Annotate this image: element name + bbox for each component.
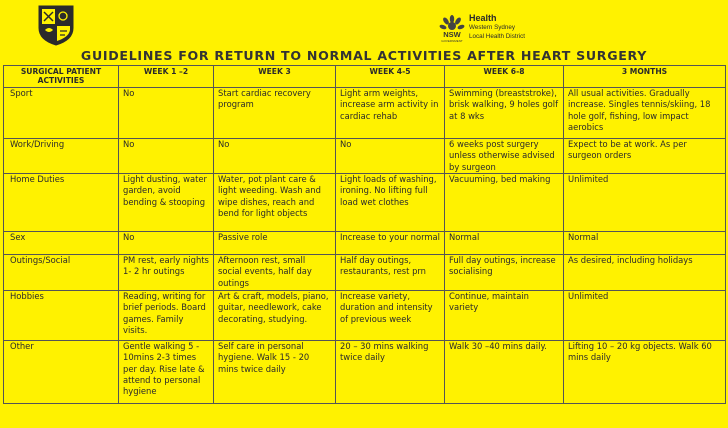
guideline-cell: Self care in personal hygiene. Walk 15 - 20 mins twice daily [214,341,336,404]
guideline-cell: No [214,139,336,174]
guideline-cell: Start cardiac recovery program [214,88,336,139]
guideline-cell: 6 weeks post surgery unless otherwise advised by surgeon [445,139,564,174]
guideline-cell: Afternoon rest, small social events, half day outings [214,255,336,291]
guideline-cell: Reading, writing for brief periods. Board games. Family visits. [119,291,214,341]
guideline-cell: Unlimited [564,291,726,341]
guideline-cell: Light loads of washing, ironing. No lifting full load wet clothes [336,174,445,232]
guideline-cell: Swimming (breaststroke), brisk walking, 9 holes golf at 8 wks [445,88,564,139]
table-row [4,174,726,232]
header-week-4-5: WEEK 4-5 [336,66,445,88]
guideline-cell: PM rest, early nights 1- 2 hr outings [119,255,214,291]
district-line-1: Western Sydney [469,24,516,31]
guideline-cell: Passive role [214,232,336,255]
activity-label: Other [4,341,119,404]
nsw-government-text: GOVERNMENT [441,39,463,43]
table-row [4,232,726,255]
activity-label: Sex [4,232,119,255]
guideline-cell: No [336,139,445,174]
activity-label: Outings/Social [4,255,119,291]
guideline-cell: Water, pot plant care & light weeding. Wash and wipe dishes, reach and bend for light objects [214,174,336,232]
table-row [4,139,726,174]
header-week-3: WEEK 3 [214,66,336,88]
table-row [4,88,726,139]
guideline-cell: Vacuuming, bed making [445,174,564,232]
nsw-health-logo [438,14,525,44]
guideline-cell: Normal [564,232,726,255]
guideline-cell: No [119,232,214,255]
guideline-cell: Normal [445,232,564,255]
waratah-icon [438,14,466,44]
guideline-cell: Unlimited [564,174,726,232]
guideline-cell: Art & craft, models, piano, guitar, needlework, cake decorating, studying. [214,291,336,341]
activity-label: Sport [4,88,119,139]
nsw-wordmark: NSW [443,30,461,39]
guideline-cell: Light arm weights, increase arm activity in cardiac rehab [336,88,445,139]
health-text: Health [469,13,497,23]
activity-label: Hobbies [4,291,119,341]
table-row [4,341,726,404]
activities-table [3,65,726,404]
guideline-cell: Half day outings, restaurants, rest prn [336,255,445,291]
guideline-cell: Walk 30 –40 mins daily. [445,341,564,404]
header-week-1-2: WEEK 1 –2 [119,66,214,88]
table-row [4,255,726,291]
guideline-cell: All usual activities. Gradually increase. Singles tennis/skiing, 18 hole golf, fishing, low impact aerobics [564,88,726,139]
guideline-cell: Increase to your normal [336,232,445,255]
table-row [4,291,726,341]
guideline-cell: No [119,139,214,174]
header-activities: SURGICAL PATIENT ACTIVITIES [4,66,119,88]
header-week-6-8: WEEK 6-8 [445,66,564,88]
guideline-cell: Increase variety, duration and intensity of previous week [336,291,445,341]
guideline-cell: 20 – 30 mins walking twice daily [336,341,445,404]
guideline-cell: Light dusting, water garden, avoid bending & stooping [119,174,214,232]
page-title: GUIDELINES FOR RETURN TO NORMAL ACTIVITIES AFTER HEART SURGERY [80,48,648,63]
guideline-cell: As desired, including holidays [564,255,726,291]
guideline-cell: Continue, maintain variety [445,291,564,341]
activity-label: Work/Driving [4,139,119,174]
guideline-cell: Full day outings, increase socialising [445,255,564,291]
district-line-2: Local Health District [469,33,525,40]
table-header-row [4,66,726,88]
header-3-months: 3 MONTHS [564,66,726,88]
activity-label: Home Duties [4,174,119,232]
guideline-cell: Expect to be at work. As per surgeon orders [564,139,726,174]
guideline-cell: Gentle walking 5 - 10mins 2-3 times per day. Rise late & attend to personal hygiene [119,341,214,404]
guideline-cell: Lifting 10 – 20 kg objects. Walk 60 mins daily [564,341,726,404]
district-crest-logo [37,4,75,46]
guideline-cell: No [119,88,214,139]
